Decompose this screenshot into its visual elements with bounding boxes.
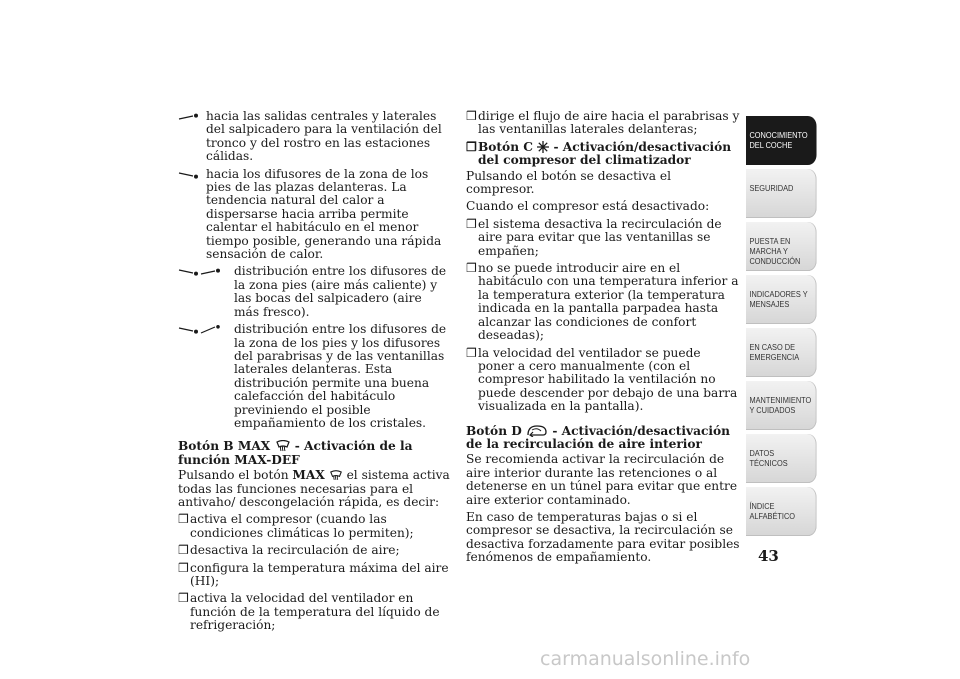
checkbox-bullet-icon: ❒ <box>178 512 189 527</box>
right-column <box>466 110 740 569</box>
recirculation-para-2: En caso de temperaturas bajas o si el compresor se desactiva, la recirculación se desactiva forzadamente para evitar posibles fenómenos de empañamiento. <box>466 509 740 565</box>
check-item <box>178 562 450 589</box>
heading-button-d <box>466 424 740 452</box>
heading-b-title: - Activación de la función MAX-DEF <box>178 439 413 467</box>
ac-snowflake-icon <box>537 140 553 154</box>
airflow-item-face <box>178 110 450 164</box>
airflow-face-text: hacia las salidas centrales y laterales del salpicadero para la ventilación del tronco y del rostro en las estaciones cálidas. <box>206 109 442 164</box>
checkbox-bullet-icon: ❒ <box>178 591 189 606</box>
check-item <box>466 262 740 342</box>
defrost-icon-inline <box>329 468 347 482</box>
check-text: el sistema desactiva la recirculación de aire para evitar que las ventanillas se empañen; <box>478 216 722 258</box>
check-text: desactiva la recirculación de aire; <box>190 543 400 558</box>
section-tabs <box>746 116 818 540</box>
intro-pre: Pulsando el botón <box>178 468 289 483</box>
checkbox-bullet-icon: ❒ <box>466 216 477 231</box>
check-item <box>178 513 450 540</box>
tab-indicadores-y-mensajes[interactable]: INDICADORES Y MENSAJES <box>746 275 817 324</box>
tab-datos-tecnicos[interactable]: DATOS TÉCNICOS <box>746 434 817 483</box>
airflow-feet-windscreen-text: distribución entre los difusores de la zona de los pies y los difusores del parabrisas y de las ventanillas laterales delanteras. Esta distribución permite una buena calefacción del habitáculo previniendo el posible empañamiento de los cristales. <box>234 322 447 430</box>
recirculation-icon <box>526 424 552 438</box>
tab-en-caso-de-emergencia[interactable]: EN CASO DE EMERGENCIA <box>746 328 817 377</box>
heading-b-label: Botón B MAX <box>178 439 271 454</box>
airflow-feet-windscreen-icon <box>178 323 234 336</box>
tab-mantenimiento-y-cuidados[interactable]: MANTENIMIENTO Y CUIDADOS <box>746 381 817 430</box>
check-item <box>178 592 450 632</box>
max-def-intro <box>178 469 450 509</box>
check-text: dirige el flujo de aire hacia el parabrisas y las ventanillas laterales delanteras; <box>478 109 740 137</box>
compressor-para-1: Pulsando el botón se desactiva el compresor. <box>466 168 672 197</box>
check-item <box>466 218 740 258</box>
watermark: carmanualsonline.info <box>540 648 751 670</box>
airflow-item-feet-face <box>178 265 450 319</box>
checkbox-bullet-icon: ❒ <box>466 345 477 360</box>
airflow-feet-text: hacia los difusores de la zona de los pies de las plazas delanteras. La tendencia natural del calor a dispersarse hacia arriba permite calentar el habitáculo en el menor tiempo posible, generando una rápida sensación de calor. <box>206 166 442 262</box>
check-text: no se puede introducir aire en el habitáculo con una temperatura inferior a la temperatura exterior (la temperatura indicada en la pantalla parpadea hasta alcanzar las condiciones de confort deseadas); <box>478 261 739 343</box>
heading-button-c <box>466 141 740 168</box>
intro-post: el sistema activa todas las funciones necesarias para el antivaho/ descongelación rápida, es decir: <box>178 468 450 509</box>
check-text: activa la velocidad del ventilador en función de la temperatura del líquido de refrigeración; <box>190 591 440 633</box>
checkbox-bullet-icon: ❒ <box>466 261 477 276</box>
airflow-feet-icon <box>178 168 206 181</box>
checkbox-bullet-icon: ❒ <box>466 139 477 154</box>
tab-seguridad[interactable]: SEGURIDAD <box>746 169 817 218</box>
page-number: 43 <box>758 547 779 565</box>
checkbox-bullet-icon: ❒ <box>178 560 189 575</box>
check-text: configura la temperatura máxima del aire (HI); <box>190 560 449 588</box>
heading-d-title: - Activación/desactivación de la recirculación de aire interior <box>466 423 731 451</box>
intro-max: MAX <box>292 468 325 483</box>
tab-conocimiento-del-coche[interactable]: CONOCIMIENTO DEL COCHE <box>746 116 817 165</box>
heading-d-label: Botón D <box>466 423 522 438</box>
heading-button-b <box>178 440 450 467</box>
recirculation-para-1: Se recomienda activar la recirculación de aire interior durante las retenciones o al detenerse en un túnel para evitar que entre aire exterior contaminado. <box>466 452 738 507</box>
airflow-item-feet-windscreen <box>178 323 450 430</box>
tab-indice-alfabetico[interactable]: ÍNDICE ALFABÉTICO <box>746 487 817 536</box>
heading-c-title: - Activación/desactivación del compresor del climatizador <box>478 139 732 168</box>
compressor-para-2: Cuando el compresor está desactivado: <box>466 199 710 214</box>
airflow-feet-face-icon <box>178 265 234 278</box>
check-text: la velocidad del ventilador se puede poner a cero manualmente (con el compresor habilitado la ventilación no puede descender por debajo de una barra visualizada en la pantalla). <box>478 345 738 414</box>
checkbox-bullet-icon: ❒ <box>178 543 189 558</box>
defrost-icon <box>275 439 295 453</box>
check-text: activa el compresor (cuando las condiciones climáticas lo permiten); <box>190 512 414 540</box>
airflow-item-feet <box>178 168 450 262</box>
left-column <box>178 110 450 637</box>
check-item <box>466 110 740 137</box>
airflow-feet-face-text: distribución entre los difusores de la zona pies (aire más caliente) y las bocas del salpicadero (aire más fresco). <box>234 264 447 319</box>
tab-puesta-en-marcha[interactable]: PUESTA EN MARCHA Y CONDUCCIÓN <box>746 222 817 271</box>
check-item <box>178 544 450 557</box>
airflow-face-icon <box>178 110 206 123</box>
check-item <box>466 347 740 414</box>
heading-c-label: Botón C <box>478 139 533 154</box>
checkbox-bullet-icon: ❒ <box>466 109 477 123</box>
